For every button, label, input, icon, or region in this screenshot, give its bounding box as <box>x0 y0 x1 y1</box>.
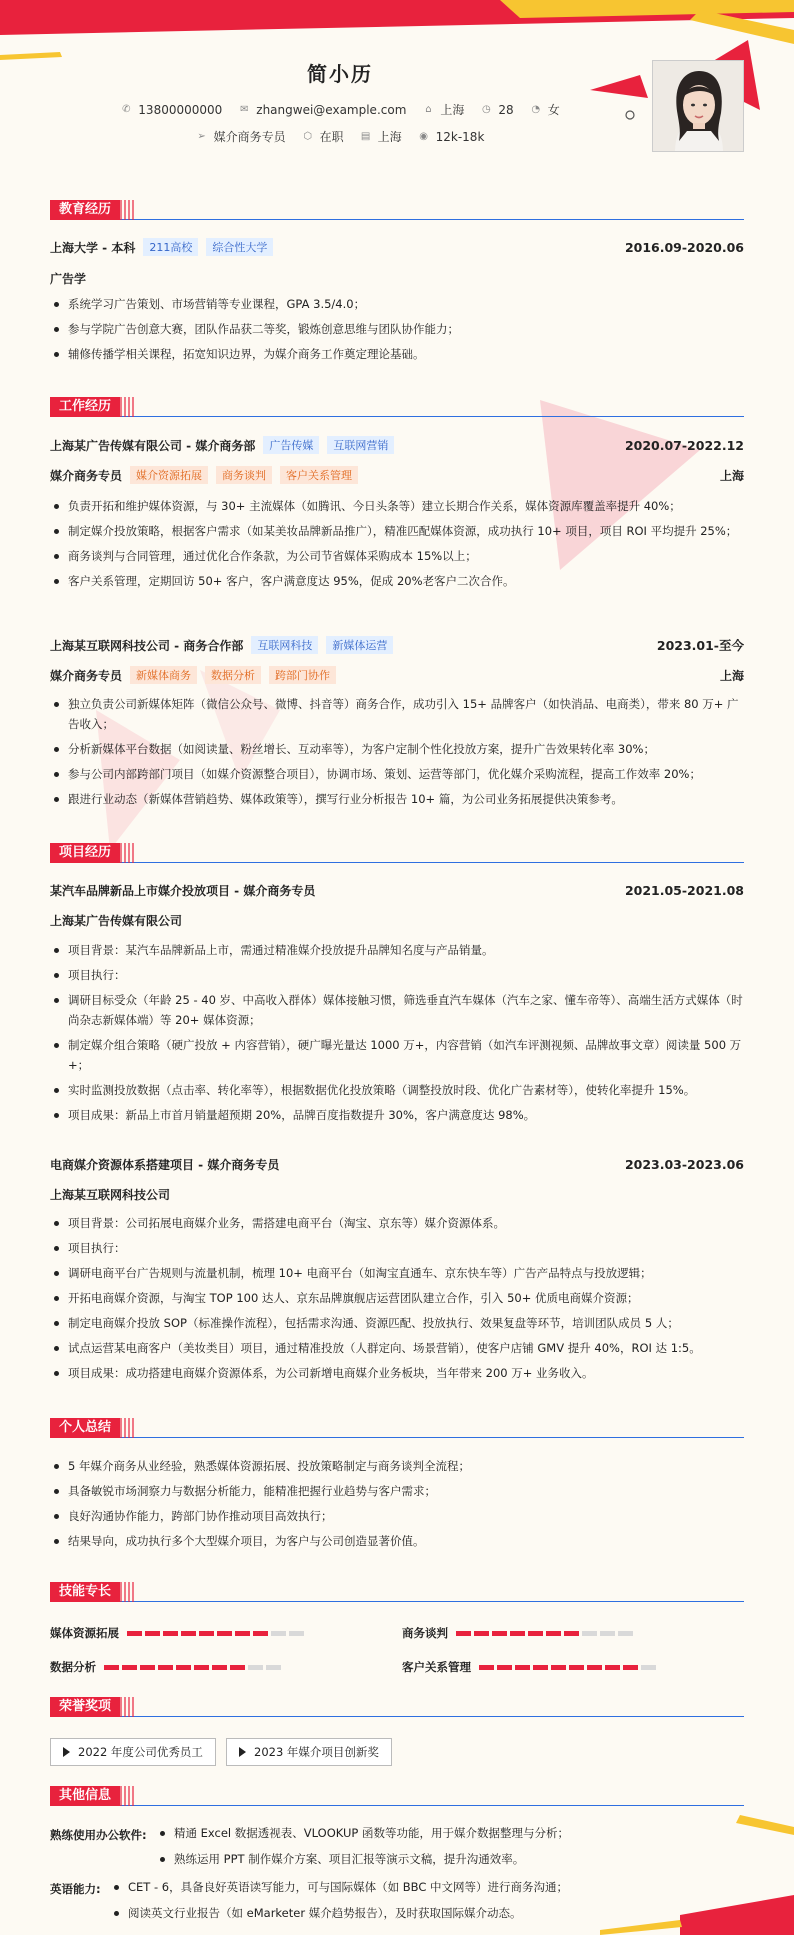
section-honors-header <box>50 1697 744 1717</box>
skill-segment-filled <box>497 1665 512 1670</box>
company: 上海某广告传媒有限公司 - 媒介商务部 <box>50 438 256 453</box>
list-item: 参与学院广告创意大赛，团队作品获二等奖，锻炼创意思维与团队协作能力； <box>50 319 744 339</box>
play-icon <box>63 1747 70 1757</box>
gender: 女 <box>547 103 560 117</box>
role: 媒介商务专员 <box>50 468 123 483</box>
education-row <box>50 238 744 256</box>
skill-segment-filled <box>551 1665 566 1670</box>
list-item: 项目背景：某汽车品牌新品上市，需通过精准媒介投放提升品牌知名度与产品销量。 <box>50 940 744 960</box>
project-title: 某汽车品牌新品上市媒介投放项目 - 媒介商务专员 <box>50 884 316 898</box>
skill-segment-filled <box>230 1665 245 1670</box>
list-item: 开拓电商媒介资源，与淘宝 TOP 100 达人、京东品牌旗舰店运营团队建立合作，引入 50+ 优质电商媒介资源； <box>50 1288 744 1308</box>
skill-segment-empty <box>289 1631 304 1636</box>
skill-level-bar <box>456 1631 633 1636</box>
skill-name: 数据分析 <box>50 1660 96 1674</box>
skill-segment-empty <box>641 1665 656 1670</box>
skill-name: 客户关系管理 <box>402 1660 471 1674</box>
skill-segment-empty <box>266 1665 281 1670</box>
work-row <box>50 636 744 654</box>
status-icon: ⬡ <box>303 130 312 142</box>
skill-level-bar <box>104 1665 281 1670</box>
skill-segment-empty <box>582 1631 597 1636</box>
section-skills-header <box>50 1582 744 1602</box>
skill-segment-filled <box>158 1665 173 1670</box>
skill-segment-filled <box>253 1631 268 1636</box>
list-item: CET - 6，具备良好英语读写能力，可与国际媒体（如 BBC 中文网等）进行商务沟通； <box>110 1877 744 1897</box>
skill-segment-filled <box>479 1665 494 1670</box>
skill-segment-filled <box>587 1665 602 1670</box>
play-icon <box>239 1747 246 1757</box>
city: 上海 <box>440 103 465 117</box>
salary-icon: ◉ <box>419 130 428 142</box>
list-item: 项目背景：公司拓展电商媒介业务，需搭建电商平台（淘宝、京东等）媒介资源体系。 <box>50 1213 744 1233</box>
edu-date: 2016.09-2020.06 <box>624 239 744 255</box>
skill-segment-filled <box>564 1631 579 1636</box>
role-tag: 跨部门协作 <box>269 666 336 684</box>
honor-item <box>226 1738 392 1766</box>
list-item: 商务谈判与合同管理，通过优化合作条款，为公司节省媒体采购成本 15%以上； <box>50 546 744 566</box>
honor-label: 2023 年媒介项目创新奖 <box>254 1745 379 1759</box>
project-bullets <box>50 940 744 1130</box>
phone-icon: ✆ <box>122 103 131 115</box>
school: 上海大学 - 本科 <box>50 240 136 255</box>
skill-item <box>402 1625 633 1641</box>
list-item: 阅读英文行业报告（如 eMarketer 媒介趋势报告），及时获取国际媒介动态。 <box>110 1903 744 1923</box>
list-item: 制定电商媒介投放 SOP（标准操作流程），包括需求沟通、资源匹配、投放执行、效果复盘等环节，培训团队成员 5 人； <box>50 1313 744 1333</box>
email: zhangwei@example.com <box>256 102 407 117</box>
briefcase-icon: ▤ <box>360 130 371 142</box>
target-city: 上海 <box>377 130 402 144</box>
list-item: 实时监测投放数据（点击率、转化率等），根据数据优化投放策略（调整投放时段、优化广告素材等），使转化率提升 15%。 <box>50 1080 744 1100</box>
list-item: 制定媒介组合策略（硬广投放 + 内容营销），硬广曝光量达 1000 万+，内容营销（如汽车评测视频、品牌故事文章）阅读量 500 万+； <box>50 1035 744 1075</box>
contact-row <box>0 101 680 118</box>
list-item: 熟练运用 PPT 制作媒介方案、项目汇报等演示文稿，提升沟通效率。 <box>156 1849 744 1869</box>
skill-segment-filled <box>623 1665 638 1670</box>
skill-segment-filled <box>605 1665 620 1670</box>
phone: 13800000000 <box>138 102 223 117</box>
list-item: 5 年媒介商务从业经验，熟悉媒体资源拓展、投放策略制定与商务谈判全流程； <box>50 1456 744 1476</box>
summary-bullets <box>50 1456 744 1556</box>
section-education-title: 教育经历 <box>50 200 120 220</box>
role-tag: 新媒体商务 <box>130 666 197 684</box>
work-tag: 互联网营销 <box>327 436 394 454</box>
work-date: 2023.01-至今 <box>656 638 744 653</box>
skill-segment-filled <box>163 1631 178 1636</box>
list-item: 跟进行业动态（新媒体营销趋势、媒体政策等），撰写行业分析报告 10+ 篇，为公司业务拓展提供决策参考。 <box>50 789 744 809</box>
home-icon: ⌂ <box>425 103 432 115</box>
edu-tag: 211高校 <box>143 238 198 256</box>
work-location: 上海 <box>719 468 744 483</box>
target-position: 媒介商务专员 <box>213 130 286 144</box>
list-item: 良好沟通协作能力，跨部门协作推动项目高效执行； <box>50 1506 744 1526</box>
section-summary-header <box>50 1418 744 1438</box>
list-item: 独立负责公司新媒体矩阵（微信公众号、微博、抖音等）商务合作，成功引入 15+ 品牌客户（如快消品、电商类），带来 80 万+ 广告收入； <box>50 694 744 734</box>
list-item: 辅修传播学相关课程，拓宽知识边界，为媒介商务工作奠定理论基础。 <box>50 344 744 364</box>
list-item: 具备敏锐市场洞察力与数据分析能力，能精准把握行业趋势与客户需求； <box>50 1481 744 1501</box>
project-bullets <box>50 1213 744 1388</box>
skill-segment-filled <box>235 1631 250 1636</box>
section-education-header <box>50 200 744 220</box>
skill-segment-filled <box>456 1631 471 1636</box>
project-company-row <box>50 1186 744 1203</box>
skill-item <box>402 1659 656 1675</box>
project-company: 上海某广告传媒有限公司 <box>50 914 183 928</box>
work-tag: 广告传媒 <box>263 436 319 454</box>
job-status: 在职 <box>319 130 344 144</box>
section-skills-title: 技能专长 <box>50 1582 120 1602</box>
skill-segment-filled <box>528 1631 543 1636</box>
skill-segment-filled <box>145 1631 160 1636</box>
section-work-header <box>50 397 744 417</box>
role: 媒介商务专员 <box>50 668 123 683</box>
english-skills <box>110 1877 744 1929</box>
major-row <box>50 270 744 287</box>
age-icon: ◷ <box>482 103 491 115</box>
list-item: 参与公司内部跨部门项目（如媒介资源整合项目），协调市场、策划、运营等部门，优化媒介采购流程，提高工作效率 20%； <box>50 764 744 784</box>
list-item: 客户关系管理，定期回访 50+ 客户，客户满意度达 95%，促成 20%老客户二次合作。 <box>50 571 744 591</box>
skill-segment-filled <box>569 1665 584 1670</box>
skill-level-bar <box>127 1631 304 1636</box>
section-honors-title: 荣誉奖项 <box>50 1697 120 1717</box>
section-project-title: 项目经历 <box>50 843 120 863</box>
skill-segment-filled <box>194 1665 209 1670</box>
gender-icon: ◔ <box>531 103 541 115</box>
project-date: 2023.03-2023.06 <box>624 1157 744 1172</box>
skill-segment-filled <box>510 1631 525 1636</box>
list-item: 调研目标受众（年龄 25 - 40 岁、中高收入群体）媒体接触习惯，筛选垂直汽车媒体（汽车之家、懂车帝等）、高端生活方式媒体（时尚杂志新媒体端）等 20+ 媒体资源； <box>50 990 744 1030</box>
list-item: 精通 Excel 数据透视表、VLOOKUP 函数等功能，用于媒介数据整理与分析； <box>156 1823 744 1843</box>
work-row <box>50 436 744 454</box>
list-item: 负责开拓和维护媒体资源，与 30+ 主流媒体（如腾讯、今日头条等）建立长期合作关系，媒体资源库覆盖率提升 40%； <box>50 496 744 516</box>
skill-segment-filled <box>127 1631 142 1636</box>
salary: 12k-18k <box>435 129 485 144</box>
skill-item <box>50 1659 281 1675</box>
list-item: 项目执行： <box>50 965 744 985</box>
age: 28 <box>498 102 514 117</box>
list-item: 试点运营某电商客户（美妆类目）项目，通过精准投放（人群定向、场景营销），使客户店铺 GMV 提升 40%，ROI 达 1:5。 <box>50 1338 744 1358</box>
section-work-title: 工作经历 <box>50 397 120 417</box>
section-project-header <box>50 843 744 863</box>
resume-name: 简小历 <box>307 62 373 86</box>
list-item: 系统学习广告策划、市场营销等专业课程，GPA 3.5/4.0； <box>50 294 744 314</box>
honor-item <box>50 1738 216 1766</box>
english-label: 英语能力: <box>50 1882 101 1896</box>
list-item: 制定媒介投放策略，根据客户需求（如某美妆品牌新品推广），精准匹配媒体资源，成功执行 10+ 项目，项目 ROI 平均提升 25%； <box>50 521 744 541</box>
skill-segment-filled <box>533 1665 548 1670</box>
role-tag: 客户关系管理 <box>280 466 358 484</box>
skill-segment-filled <box>515 1665 530 1670</box>
list-item: 项目成果：成功搭建电商媒介资源体系，为公司新增电商媒介业务板块，当年带来 200 万+ 业务收入。 <box>50 1363 744 1383</box>
role-tag: 商务谈判 <box>216 466 272 484</box>
skill-segment-empty <box>271 1631 286 1636</box>
skill-segment-filled <box>492 1631 507 1636</box>
list-item: 项目执行： <box>50 1238 744 1258</box>
skill-segment-filled <box>217 1631 232 1636</box>
project-row <box>50 882 744 899</box>
skill-segment-filled <box>199 1631 214 1636</box>
edu-tag: 综合性大学 <box>206 238 273 256</box>
work-location: 上海 <box>719 668 744 683</box>
avatar <box>652 60 744 152</box>
skill-segment-empty <box>618 1631 633 1636</box>
skill-segment-filled <box>140 1665 155 1670</box>
job-intent-row <box>0 128 680 145</box>
office-label: 熟练使用办公软件: <box>50 1828 147 1842</box>
project-date: 2021.05-2021.08 <box>624 883 744 898</box>
send-icon: ➢ <box>197 130 206 142</box>
section-summary-title: 个人总结 <box>50 1418 120 1438</box>
work-bullets <box>50 694 744 814</box>
project-title: 电商媒介资源体系搭建项目 - 媒介商务专员 <box>50 1158 280 1172</box>
role-tag: 数据分析 <box>205 666 261 684</box>
skill-segment-filled <box>546 1631 561 1636</box>
role-row <box>50 466 744 484</box>
section-other-header <box>50 1786 744 1806</box>
project-row <box>50 1156 744 1173</box>
role-row <box>50 666 744 684</box>
work-tag: 新媒体运营 <box>326 636 393 654</box>
list-item: 项目成果：新品上市首月销量超预期 20%，品牌百度指数提升 30%，客户满意度达 98%。 <box>50 1105 744 1125</box>
work-bullets <box>50 496 744 596</box>
project-company-row <box>50 912 744 929</box>
skill-segment-filled <box>474 1631 489 1636</box>
email-icon: ✉ <box>240 103 249 115</box>
skill-segment-filled <box>212 1665 227 1670</box>
work-tag: 互联网科技 <box>251 636 318 654</box>
list-item: 分析新媒体平台数据（如阅读量、粉丝增长、互动率等），为客户定制个性化投放方案，提升广告效果转化率 30%； <box>50 739 744 759</box>
skill-segment-filled <box>176 1665 191 1670</box>
list-item: 调研电商平台广告规则与流量机制，梳理 10+ 电商平台（如淘宝直通车、京东快车等）广告产品特点与投放逻辑； <box>50 1263 744 1283</box>
skill-item <box>50 1625 304 1641</box>
skill-segment-empty <box>600 1631 615 1636</box>
project-company: 上海某互联网科技公司 <box>50 1188 171 1202</box>
skill-segment-filled <box>181 1631 196 1636</box>
skill-segment-filled <box>122 1665 137 1670</box>
skill-level-bar <box>479 1665 656 1670</box>
skill-name: 媒体资源拓展 <box>50 1626 119 1640</box>
list-item: 结果导向，成功执行多个大型媒介项目，为客户与公司创造显著价值。 <box>50 1531 744 1551</box>
section-other-title: 其他信息 <box>50 1786 120 1806</box>
office-skills <box>156 1823 744 1875</box>
skill-segment-empty <box>248 1665 263 1670</box>
skill-segment-filled <box>104 1665 119 1670</box>
honor-label: 2022 年度公司优秀员工 <box>78 1745 203 1759</box>
skill-name: 商务谈判 <box>402 1626 448 1640</box>
role-tag: 媒介资源拓展 <box>130 466 208 484</box>
company: 上海某互联网科技公司 - 商务合作部 <box>50 638 244 653</box>
major: 广告学 <box>50 272 87 286</box>
work-date: 2020.07-2022.12 <box>624 437 744 453</box>
edu-bullets <box>50 294 744 369</box>
